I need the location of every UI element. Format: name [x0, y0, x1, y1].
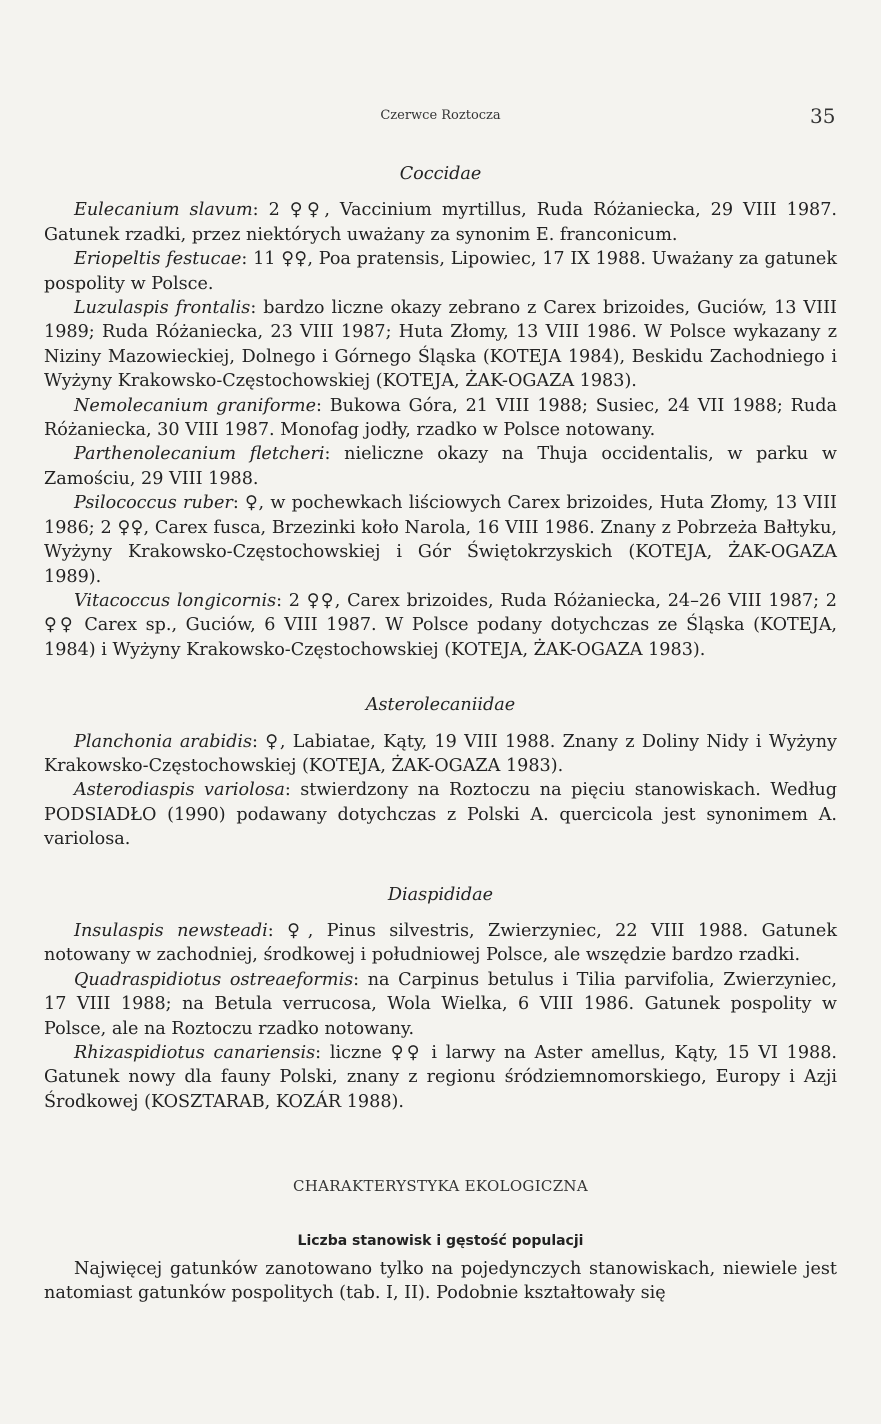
species-entry: [44, 1041, 837, 1114]
species-name: Psilococcus ruber: [74, 493, 233, 514]
page-number: 35: [810, 104, 836, 128]
species-entry: [44, 394, 837, 443]
species-entry: [44, 442, 837, 491]
species-name: Quadraspidiotus ostreaeformis: [74, 969, 354, 990]
species-record: : ♀, w pochewkach liściowych Carex brizoides, Huta Złomy, 13 VIII 1986; 2 ♀♀, Carex fusca, Brzezinki koło Narola, 16 VIII 1986. Znany z Pobrzeża Bałtyku, Wyżyny Krakowsko-Częstochowskiej i Gór Świętokrzyskich (KOTEJA, ŻAK-OGAZA 1989).: [44, 493, 838, 587]
species-record: : 11 ♀♀, Poa pratensis, Lipowiec, 17 IX 1988. Uważany za gatunek pospolity w Polsce.: [44, 249, 838, 294]
species-name: Asterodiaspis variolosa: [74, 780, 285, 801]
species-entry: [44, 491, 837, 589]
species-name: Insulaspis newsteadi: [74, 920, 268, 941]
running-title: Czerwce Roztocza: [380, 108, 501, 123]
species-entry: [44, 919, 837, 968]
species-entry: [44, 247, 837, 296]
species-record: : na Carpinus betulus i Tilia parvifolia, Zwierzyniec, 17 VIII 1988; na Betula verrucosa, Wola Wielka, 6 VIII 1986. Gatunek pospolity w Polsce, ale na Roztoczu rzadko notowany.: [44, 969, 837, 1039]
section-heading: CHARAKTERYSTYKA EKOLOGICZNA: [293, 1177, 588, 1196]
page-body: [44, 162, 837, 1306]
species-entry: [44, 730, 837, 779]
species-name: Planchonia arabidis: [74, 731, 253, 752]
species-entry: [44, 589, 837, 662]
species-record: : ♀, Pinus silvestris, Zwierzyniec, 22 VIII 1988. Gatunek notowany w zachodniej, środkowej i południowej Polsce, ale wszędzie bardzo rzadki.: [44, 920, 837, 966]
family-heading: Diaspididae: [387, 884, 494, 905]
species-record: : ♀, Labiatae, Kąty, 19 VIII 1988. Znany z Doliny Nidy i Wyżyny Krakowsko-Częstochowskiej (KOTEJA, ŻAK-OGAZA 1983).: [44, 731, 837, 776]
species-name: Rhizaspidiotus canariensis: [74, 1043, 316, 1063]
species-record: : nieliczne okazy na Thuja occidentalis, w parku w Zamościu, 29 VIII 1988.: [44, 444, 837, 489]
species-record: : liczne ♀♀ i larwy na Aster amellus, Kąty, 15 VI 1988. Gatunek nowy dla fauny Polski, znany z regionu śródziemnomorskiego, Europy i Azji Środkowej (KOSZTARAB, KOZÁR 1988).: [44, 1043, 838, 1112]
species-record: : 2 ♀♀, Carex brizoides, Ruda Różaniecka, 24–26 VIII 1987; 2 ♀♀ Carex sp., Guciów, 6 VIII 1987. W Polsce podany dotychczas ze Śląska (KOTEJA, 1984) i Wyżyny Krakowsko-Częstochowskiej (KOTEJA, ŻAK-OGAZA 1983).: [44, 590, 837, 660]
species-record: : stwierdzony na Roztoczu na pięciu stanowiskach. Według PODSIADŁO (1990) podawany dotychczas z Polski A. quercicola jest synonimem A. variolosa.: [44, 780, 837, 850]
species-name: Parthenolecanium fletcheri: [74, 444, 325, 465]
species-entry: [44, 968, 837, 1041]
species-entry: [44, 198, 837, 247]
species-name: Vitacoccus longicornis: [74, 590, 277, 611]
species-record: : Bukowa Góra, 21 VIII 1988; Susiec, 24 VII 1988; Ruda Różaniecka, 30 VIII 1987. Monofag jodły, rzadko w Polsce notowany.: [44, 395, 837, 441]
species-name: Eriopeltis festucae: [74, 249, 242, 270]
subsection-heading: Liczba stanowisk i gęstość populacji: [297, 1232, 584, 1249]
species-name: Eulecanium slavum: [74, 200, 253, 221]
species-entry: [44, 778, 837, 851]
species-record: : 2 ♀♀, Vaccinium myrtillus, Ruda Różaniecka, 29 VIII 1987. Gatunek rzadki, przez niektórych uważany za synonim E. franconicum.: [44, 200, 837, 245]
species-name: Nemolecanium graniforme: [74, 395, 316, 416]
species-entry: [44, 296, 837, 394]
family-heading: Coccidae: [399, 164, 482, 184]
family-list: [44, 162, 837, 1114]
body-paragraph: Najwięcej gatunków zanotowano tylko na pojedynczych stanowiskach, niewiele jest natomiast gatunków pospolitych (tab. I, II). Podobnie kształtowały się: [44, 1259, 837, 1304]
species-name: Luzulaspis frontalis: [74, 298, 251, 319]
species-record: : bardzo liczne okazy zebrano z Carex brizoides, Guciów, 13 VIII 1989; Ruda Różaniecka, 23 VIII 1987; Huta Złomy, 13 VIII 1986. W Polsce wykazany z Niziny Mazowieckiej, Dolnego i Górnego Śląska (KOTEJA 1984), Beskidu Zachodniego i Wyżyny Krakowsko-Częstochowskiej (KOTEJA, ŻAK-OGAZA 1983).: [44, 298, 837, 392]
family-heading: Asterolecaniidae: [365, 695, 516, 716]
